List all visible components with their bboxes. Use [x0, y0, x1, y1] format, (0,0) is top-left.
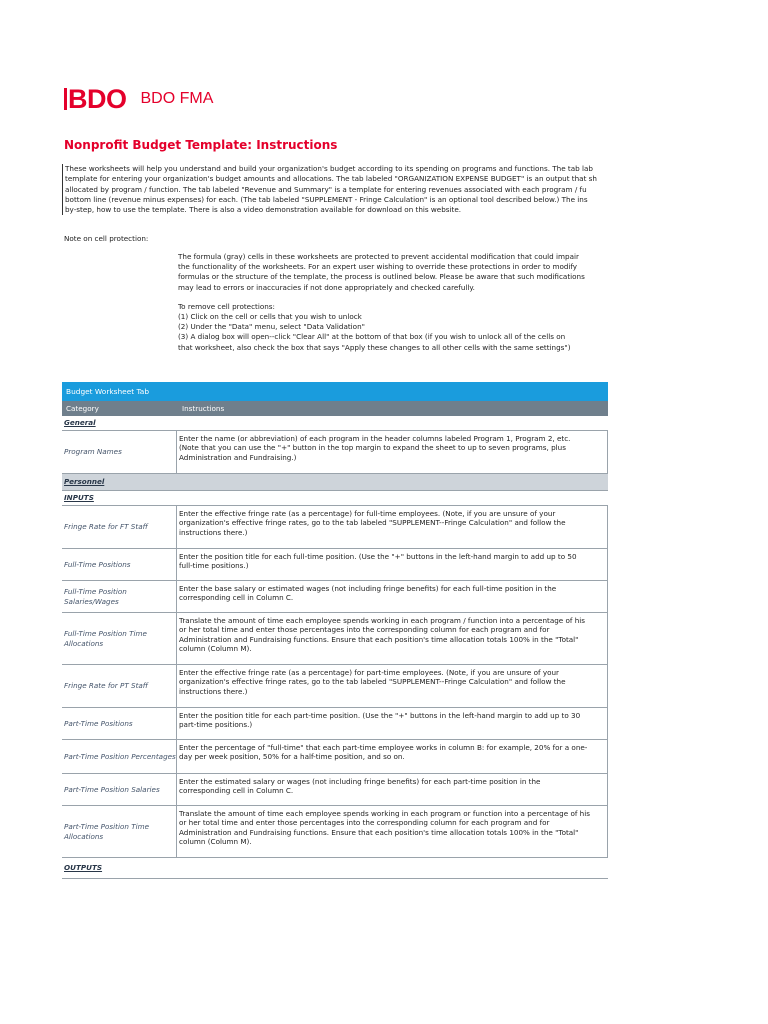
row-instructions: Translate the amount of time each employee spends working in each program or function into a percentage of his or her total time and enter those percentages into the corresponding column for each program and for Administration and Fundraising functions. Ensure that each position's time allocation totals 100% in the "Total" column (Column M). — [176, 806, 608, 857]
table-row — [62, 613, 608, 665]
row-instructions: Enter the effective fringe rate (as a percentage) for part-time employees. (Note, if you are unsure of your organization's effective fringe rates, go to the tab labeled "SUPPLEMENT--Fringe Calculation" and follow the instructions there.) — [176, 665, 608, 707]
intro-line: allocated by program / function. The tab labeled "Revenue and Summary" is a template for entering revenues associated with each program / fu — [65, 184, 587, 194]
table-row — [62, 506, 608, 549]
row-instructions: Enter the base salary or estimated wages (not including fringe benefits) for each full-time position in the corresponding cell in Column C. — [176, 581, 608, 612]
column-instructions: Instructions — [182, 404, 225, 413]
section-inputs: INPUTS — [62, 491, 608, 506]
protection-paragraph — [178, 252, 608, 293]
row-category: Part-Time Position Time Allocations — [64, 822, 150, 841]
protection-line: The formula (gray) cells in these worksheets are protected to prevent accidental modification that could impair — [178, 252, 579, 261]
logo-mark: BDO — [68, 84, 127, 114]
section-outputs: OUTPUTS — [62, 858, 608, 879]
row-instructions: Enter the position title for each full-time position. (Use the "+" buttons in the left-hand margin to add up to 50 full-time positions.) — [176, 549, 608, 580]
protection-steps — [178, 302, 608, 353]
table-row — [62, 740, 608, 774]
row-category: Part-Time Position Salaries — [64, 784, 160, 794]
row-instructions: Enter the position title for each part-time position. (Use the "+" buttons in the left-hand margin to add up to 30 part-time positions.) — [176, 708, 608, 739]
table-row — [62, 549, 608, 581]
table-row — [62, 431, 608, 474]
row-category: Part-Time Positions — [64, 718, 133, 728]
bdo-logo — [64, 86, 213, 112]
logo-text: BDO FMA — [140, 90, 214, 107]
protection-line: To remove cell protections: — [178, 301, 275, 311]
row-category: Fringe Rate for PT Staff — [64, 681, 148, 691]
intro-line: by-step, how to use the template. There is also a video demonstration available for download on this website. — [65, 205, 462, 215]
column-category: Category — [66, 404, 99, 413]
section-general: General — [62, 416, 608, 431]
row-instructions: Enter the percentage of "full-time" that each part-time employee works in column B: for example, 20% for a one- day per week position, 50% for a half-time position, and so on. — [176, 740, 608, 773]
table-row — [62, 581, 608, 613]
intro-line: template for entering your organization's budget amounts and allocations. The tab labeled "ORGANIZATION EXPENSE BUDGET" is an output that sh — [65, 174, 597, 184]
intro-paragraph — [62, 164, 611, 215]
logo-bar — [64, 88, 67, 110]
protection-line: formulas or the structure of the template, the process is outlined below. Please be aware that such modifications — [178, 272, 585, 282]
intro-line: These worksheets will help you understand and build your organization's budget according to its spending on programs and functions. The tab lab — [65, 164, 593, 173]
row-instructions: Enter the effective fringe rate (as a percentage) for full-time employees. (Note, if you are unsure of your organization's effective fringe rates, go to the tab labeled "SUPPLEMENT--Fringe Calculation" and follow the instructions there.) — [176, 506, 608, 548]
protection-line: that worksheet, also check the box that says "Apply these changes to all other cells with the same settings") — [178, 342, 571, 352]
protection-line: (3) A dialog box will open--click "Clear All" at the bottom of that box (if you wish to unlock all of the cells on — [178, 332, 566, 342]
row-instructions: Translate the amount of time each employee spends working in each program / function into a percentage of his or her total time and enter those percentages into the corresponding column for each program and for Administration and Fundraising functions. Ensure that each position's time allocation totals 100% in the "Total" column (Column M). — [176, 613, 608, 664]
row-instructions: Enter the name (or abbreviation) of each program in the header columns labeled Program 1, Program 2, etc. (Note that you can use the "+" button in the top margin to expand the sheet to up to seven programs, plus Administration and Fundraising.) — [176, 431, 608, 473]
protection-line: the functionality of the worksheets. For an expert user wishing to override these protections in order to modify — [178, 262, 578, 272]
table-row — [62, 806, 608, 858]
table-column-headers — [62, 401, 608, 416]
row-category: Part-Time Position Percentages — [64, 751, 176, 761]
row-category: Full-Time Positions — [64, 559, 131, 569]
row-category: Program Names — [64, 447, 122, 457]
table-row — [62, 708, 608, 740]
table-row — [62, 665, 608, 708]
protection-line: (2) Under the "Data" menu, select "Data Validation" — [178, 322, 365, 332]
row-category: Full-Time Position Salaries/Wages — [64, 587, 127, 606]
protection-notes — [178, 252, 608, 362]
page-title: Nonprofit Budget Template: Instructions — [64, 138, 338, 152]
section-personnel: Personnel — [62, 474, 608, 491]
row-category: Fringe Rate for FT Staff — [64, 522, 148, 532]
intro-line: bottom line (revenue minus expenses) for each. (The tab labeled "SUPPLEMENT - Fringe Calculation" is an optional tool described below.) The ins — [65, 194, 588, 204]
table-header: Budget Worksheet Tab — [62, 382, 608, 401]
table-row — [62, 774, 608, 806]
instructions-table — [62, 382, 608, 879]
note-label: Note on cell protection: — [64, 234, 149, 243]
protection-line: may lead to errors or inaccuracies if not done appropriately and checked carefully. — [178, 282, 475, 292]
row-instructions: Enter the estimated salary or wages (not including fringe benefits) for each part-time position in the corresponding cell in Column C. — [176, 774, 608, 805]
row-category: Full-Time Position Time Allocations — [64, 629, 147, 648]
protection-line: (1) Click on the cell or cells that you wish to unlock — [178, 312, 362, 322]
